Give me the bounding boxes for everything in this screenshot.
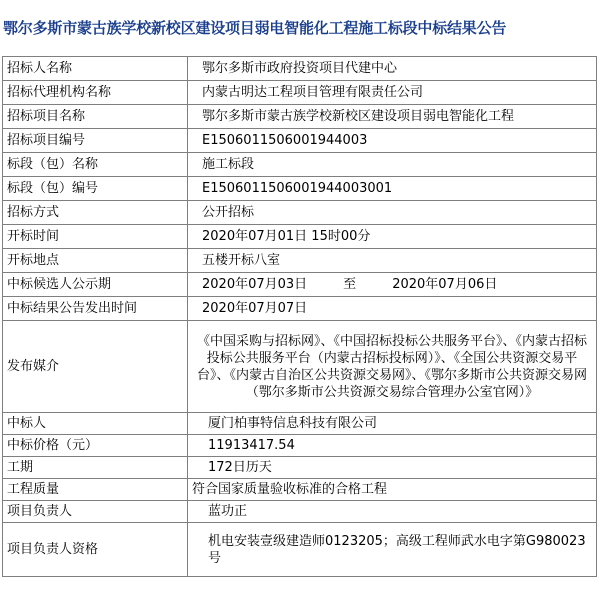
table-row [3,153,597,177]
field-label: 项目负责人 [3,501,188,523]
table-row [3,273,597,297]
field-label: 工期 [3,457,188,479]
open-time-value: 2020年07月01日 15时00分 [188,225,597,249]
table-row [3,177,597,201]
field-label: 招标项目编号 [3,129,188,153]
price-value: 11913417.54 [188,435,597,457]
bid-result-table [2,56,597,577]
table-row [3,201,597,225]
field-label: 中标价格（元） [3,435,188,457]
field-label: 中标人 [3,413,188,435]
table-row [3,457,597,479]
manager-value: 蓝功正 [188,501,597,523]
field-label: 中标结果公告发出时间 [3,297,188,321]
field-label: 招标代理机构名称 [3,81,188,105]
publicity-from: 2020年07月03日 [202,277,308,292]
field-label: 招标方式 [3,201,188,225]
field-label: 发布媒介 [3,321,188,413]
publicity-to: 2020年07月06日 [392,277,498,292]
field-label: 工程质量 [3,479,188,501]
table-row [3,249,597,273]
method-value: 公开招标 [188,201,597,225]
tenderer-value: 鄂尔多斯市政府投资项目代建中心 [188,57,597,81]
result-date-value: 2020年07月07日 [188,297,597,321]
agency-value: 内蒙古明达工程项目管理有限责任公司 [188,81,597,105]
table-row [3,105,597,129]
table-row [3,523,597,577]
publicity-period-value [188,273,597,297]
table-row [3,297,597,321]
manager-qualification-value: 机电安装壹级建造师0123205；高级工程师武水电字第G980023号 [188,523,597,577]
media-value: 《中国采购与招标网》、《中国招标投标公共服务平台》、《内蒙古招标投标公共服务平台（内蒙古招标投标网）》、《全国公共资源交易平台》、《内蒙古自治区公共资源交易网》、《鄂尔多斯市公共资源交易网（鄂尔多斯市公共资源交易综合管理办公室官网）》 [188,321,597,413]
table-row [3,413,597,435]
table-row [3,57,597,81]
section-no-value: E1506011506001944003001 [188,177,597,201]
table-row [3,81,597,105]
duration-value: 172日历天 [188,457,597,479]
table-row [3,501,597,523]
table-row [3,225,597,249]
quality-value: 符合国家质量验收标准的合格工程 [188,479,597,501]
table-row [3,321,597,413]
field-label: 开标时间 [3,225,188,249]
field-label: 招标人名称 [3,57,188,81]
field-label: 招标项目名称 [3,105,188,129]
field-label: 标段（包）编号 [3,177,188,201]
field-label: 开标地点 [3,249,188,273]
section-name-value: 施工标段 [188,153,597,177]
table-row [3,129,597,153]
publicity-to-word: 至 [343,277,357,292]
project-name-value: 鄂尔多斯市蒙古族学校新校区建设项目弱电智能化工程 [188,105,597,129]
table-row [3,435,597,457]
field-label: 标段（包）名称 [3,153,188,177]
winner-value: 厦门柏事特信息科技有限公司 [188,413,597,435]
open-place-value: 五楼开标八室 [188,249,597,273]
project-no-value: E1506011506001944003 [188,129,597,153]
table-row [3,479,597,501]
field-label: 中标候选人公示期 [3,273,188,297]
field-label: 项目负责人资格 [3,523,188,577]
page-title: 鄂尔多斯市蒙古族学校新校区建设项目弱电智能化工程施工标段中标结果公告 [3,19,507,37]
